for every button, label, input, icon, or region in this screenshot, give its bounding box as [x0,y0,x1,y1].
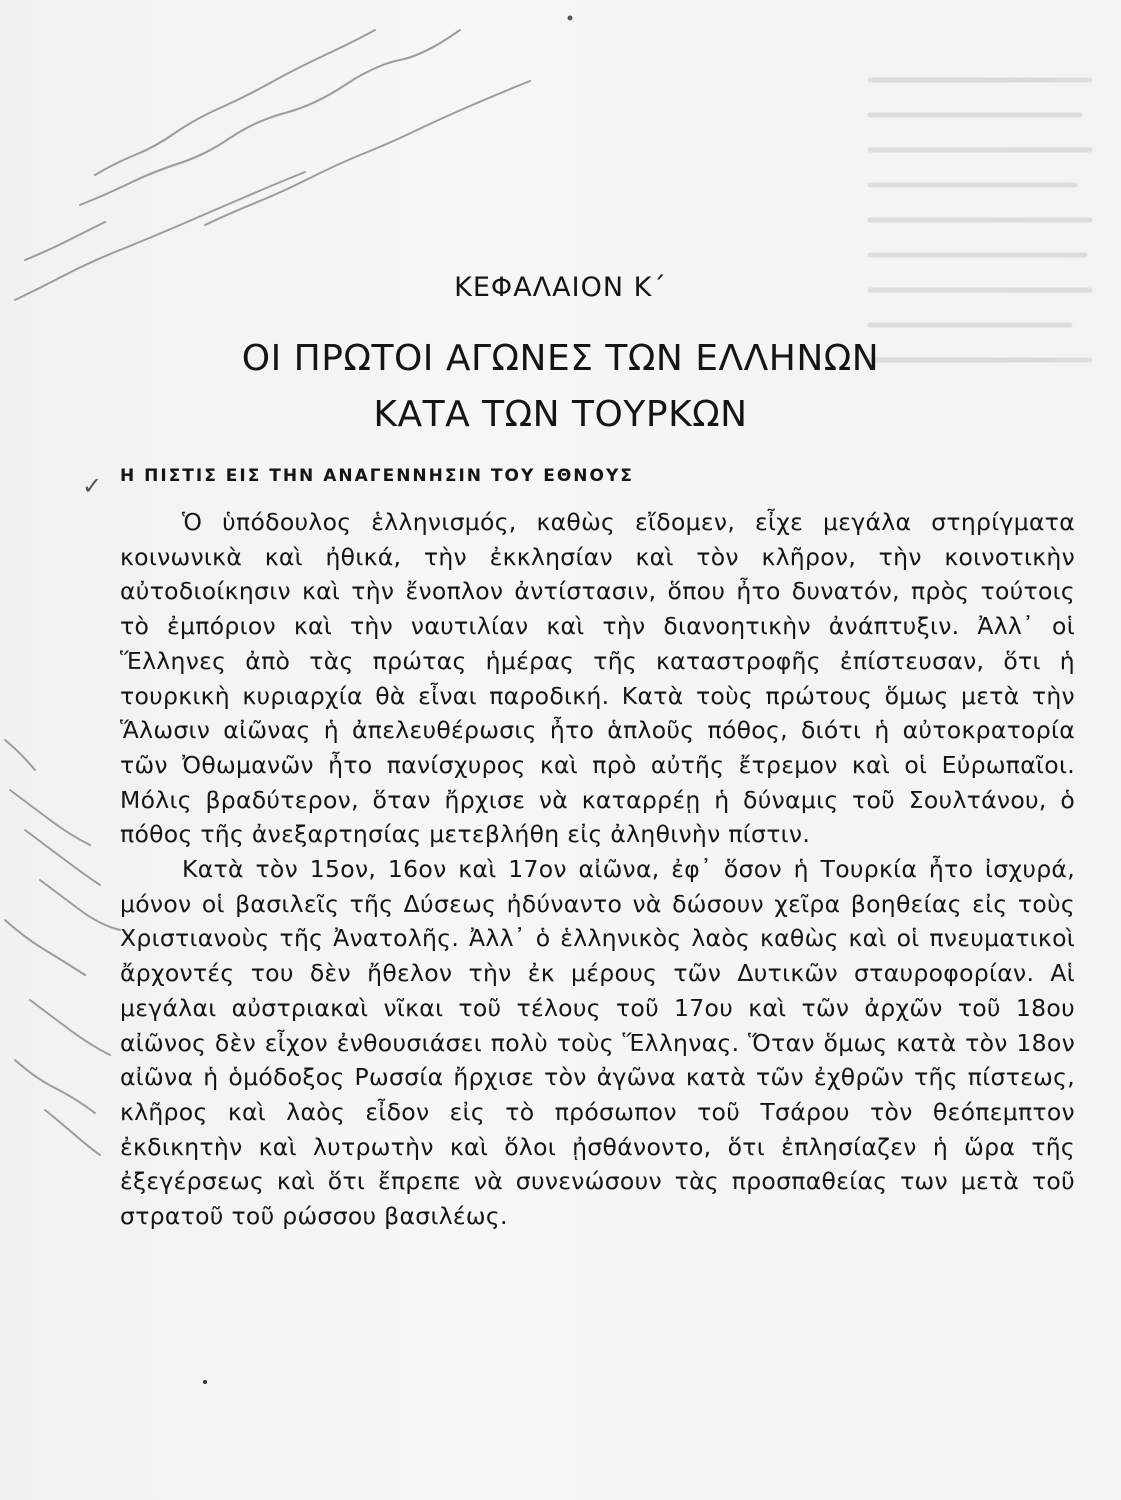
chapter-title-line-1: ΟΙ ΠΡΩΤΟΙ ΑΓΩΝΕΣ ΤΩΝ ΕΛΛΗΝΩΝ [241,338,880,379]
body-text [120,505,1075,1234]
paragraph-2: Κατὰ τὸν 15ον, 16ον καὶ 17ον αἰῶνα, ἐφ᾽ ὅσον ἡ Τουρκία ἦτο ἰσχυρά, μόνον οἱ βασιλεῖς τῆς Δύσεως ἠδύναντο νὰ δώσουν χεῖρα βοηθείας εἰς τοὺς Χριστιανοὺς τῆς Ἀνατολῆς. Ἀλλ᾽ ὁ ἑλληνικὸς λαὸς καθὼς καὶ οἱ πνευματικοὶ ἄρχοντές του δὲν ἤθελον τὴν ἐκ μέρους τῶν Δυτικῶν σταυροφορίαν. Αἱ μεγάλαι αὐστριακαὶ νῖκαι τοῦ τέλους τοῦ 17ου καὶ τῶν ἀρχῶν τοῦ 18ου αἰῶνος δὲν εἶχον ἐνθουσιάσει πολὺ τοὺς Ἕλληνας. Ὅταν ὅμως κατὰ τὸν 18ον αἰῶνα ἡ ὁμόδοξος Ρωσσία ἤρχισε τὸν ἀγῶνα κατὰ τῶν ἐχθρῶν τῆς πίστεως, κλῆρος καὶ λαὸς εἶδον εἰς τὸ πρόσωπον τοῦ Τσάρου τὸν θεόπεμπτον ἐκδικητὴν καὶ λυτρωτὴν καὶ ὅλοι ᾐσθάνοντο, ὅτι ἐπλησίαζεν ἡ ὥρα τῆς ἐξεγέρσεως καὶ ὅτι ἔπρεπε νὰ συνενώσουν τὰς προσπαθείας των μετὰ τοῦ στρατοῦ τοῦ ρώσσου βασιλέως. [120,855,1075,1231]
chapter-title-line-2: ΚΑΤΑ ΤΩΝ ΤΟΥΡΚΩΝ [373,394,748,435]
paragraph-1: Ὁ ὑπόδουλος ἑλληνισμός, καθὼς εἴδομεν, εἶχε μεγάλα στηρίγματα κοινωνικὰ καὶ ἠθικά, τὴν ἐκκλησίαν καὶ τὸν κλῆρον, τὴν κοινοτικὴν αὐτοδιοίκησιν καὶ τὴν ἔνοπλον ἀντίστασιν, ὅπου ἦτο δυνατόν, πρὸς τούτοις τὸ ἐμπόριον καὶ τὴν ναυτιλίαν καὶ τὴν διανοητικὴν ἀνάπτυξιν. Ἀλλ᾽ οἱ Ἕλληνες ἀπὸ τὰς πρώτας ἡμέρας τῆς καταστροφῆς ἐπίστευσαν, ὅτι ἡ τουρκικὴ κυριαρχία θὰ εἶναι παροδική. Κατὰ τοὺς πρώτους ὅμως μετὰ τὴν Ἅλωσιν αἰῶνας ἡ ἀπελευθέρωσις ἦτο ἁπλοῦς πόθος, διότι ἡ αὐτοκρατορία τῶν Ὀθωμανῶν ἦτο πανίσχυρος καὶ πρὸ αὐτῆς ἔτρεμον καὶ οἱ Εὐρωπαῖοι. Μόλις βραδύτερον, ὅταν ἤρχισε νὰ καταρρέῃ ἡ δύναμις τοῦ Σουλτάνου, ὁ πόθος τῆς ἀνεξαρτησίας μετεβλήθη εἰς ἀληθινὴν πίστιν. [120,508,1075,849]
chapter-heading: ΚΕΦΑΛΑΙΟΝ Κ΄ [454,272,667,303]
pencil-dot [203,1380,207,1384]
margin-check-mark: ✓ [82,472,103,500]
section-heading: Η ΠΙΣΤΙΣ ΕΙΣ ΤΗΝ ΑΝΑΓΕΝΝΗΣΙΝ ΤΟΥ ΕΘΝΟΥΣ [120,466,634,486]
